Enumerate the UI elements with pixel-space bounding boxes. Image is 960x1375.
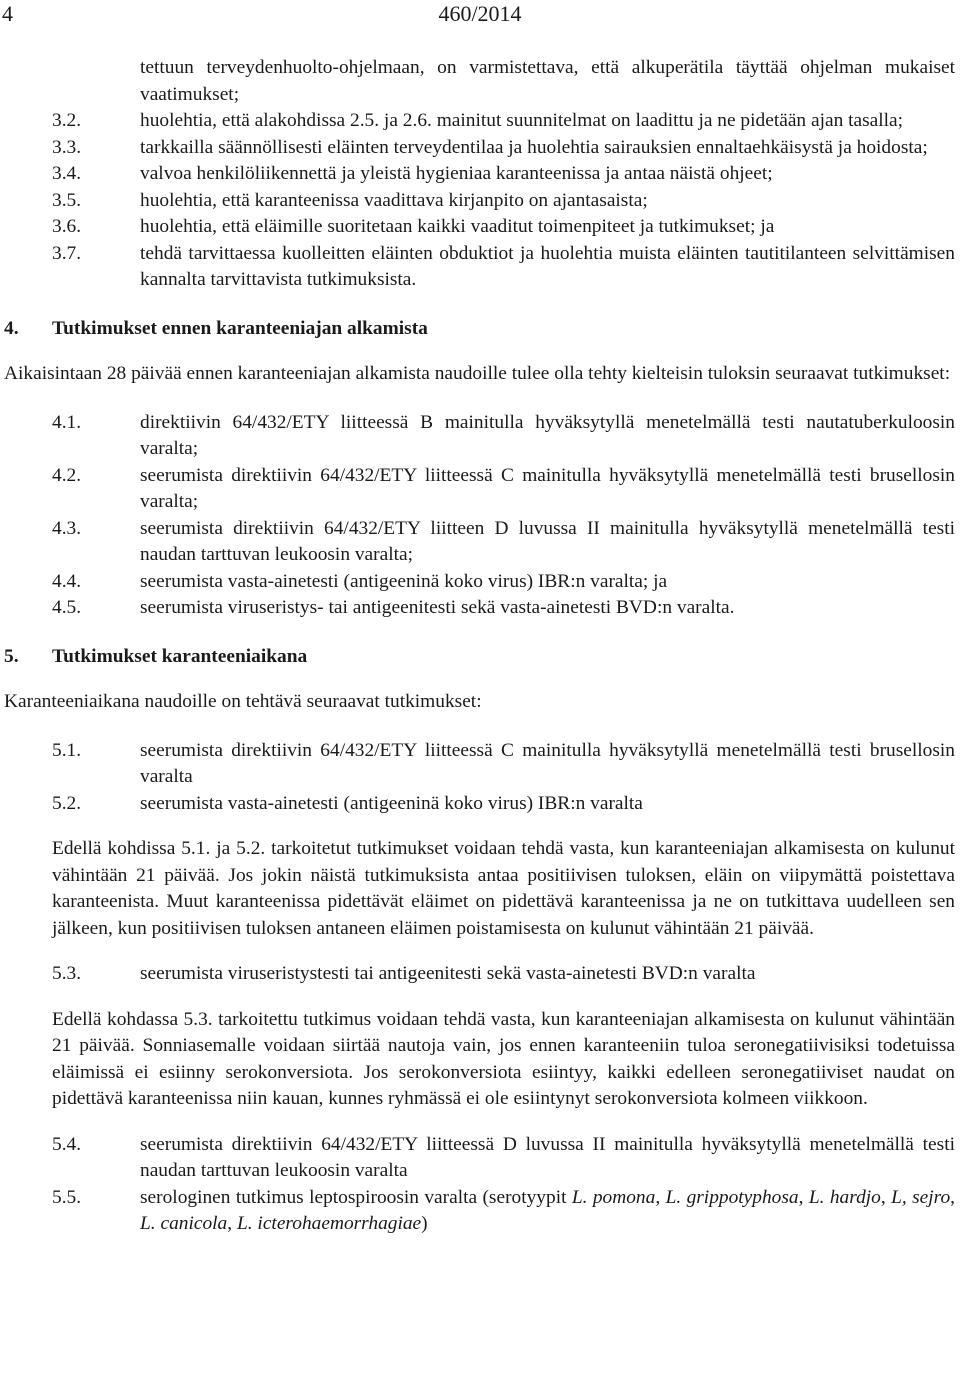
- species-name: L. grippotyphosa: [665, 1186, 799, 1208]
- list-item-text: seerumista direktiivin 64/432/ETY liitteessä D luvussa II mainitulla hyväksytyllä menetelmällä testi naudan tarttuvan leukoosin varalta: [140, 1133, 955, 1181]
- list-item-text: seerumista vasta-ainetesti (antigeeninä koko virus) IBR:n varalta: [140, 792, 643, 814]
- section-number: 5.: [4, 645, 19, 667]
- text-segment: ,: [880, 1186, 892, 1208]
- list-item-text: direktiivin 64/432/ETY liitteessä B mainitulla hyväksytyllä menetelmällä testi nautatuberkuloosin varalta;: [140, 411, 955, 459]
- list-item-number: 3.3.: [52, 136, 82, 158]
- section-5-list-b: [52, 1132, 955, 1238]
- list-item-text: valvoa henkilöliikennettä ja yleistä hygieniaa karanteenissa ja antaa näistä ohjeet;: [140, 163, 773, 184]
- list-item-3-7: [52, 241, 955, 294]
- species-name: L. hardjo: [808, 1186, 881, 1208]
- species-name: L. pomona: [571, 1186, 656, 1208]
- list-item-number: 4.4.: [52, 570, 82, 592]
- list-item-text: huolehtia, että alakohdissa 2.5. ja 2.6. mainitut suunnitelmat on laadittu ja ne pidetään ajan tasalla;: [140, 110, 904, 131]
- list-item-4-2: [52, 463, 955, 516]
- document-body: [4, 55, 956, 1238]
- list-item-3-4: [52, 161, 955, 188]
- note-5-1-5-2: Edellä kohdissa 5.1. ja 5.2. tarkoitetut tutkimukset voidaan tehdä vasta, kun karanteeniajan alkamisesta on kulunut vähintään 21 päivää. Jos jokin näistä tutkimuksista antaa positiivisen tuloksen, eläin on viipymättä poistettava karanteenista. Muut karanteenissa pidettävät eläimet on pidettävä karanteenissa ja ne on tutkittava uudelleen sen jälkeen, kun positiivisen tuloksen antaneen eläimen poistamisesta on kulunut vähintään 21 päivää.: [52, 838, 955, 939]
- list-item-number: 3.6.: [52, 216, 82, 237]
- list-item-4-5: [52, 595, 955, 622]
- list-item-number: 3.4.: [52, 163, 82, 184]
- list-item-number: 4.5.: [52, 597, 82, 618]
- list-item-number: 5.1.: [52, 739, 82, 761]
- list-item-5-5: [52, 1185, 955, 1238]
- section-4-list: [52, 410, 955, 622]
- list-item-5-3: [52, 961, 955, 988]
- list-item-number: 5.2.: [52, 792, 82, 814]
- section-title: Tutkimukset ennen karanteeniajan alkamista: [52, 317, 428, 339]
- list-item-4-3: [52, 516, 955, 569]
- text-segment: ,: [655, 1186, 666, 1208]
- species-name: L, sejro: [891, 1186, 951, 1208]
- list-item-text: huolehtia, että karanteenissa vaadittava kirjanpito on ajantasaista;: [140, 189, 648, 211]
- list-item-number: 5.4.: [52, 1133, 82, 1155]
- list-item-text: seerumista viruseristystesti tai antigeenitesti sekä vasta-ainetesti BVD:n varalta: [140, 963, 756, 984]
- list-item-text: tehdä tarvittaessa kuolleitten eläinten obduktiot ja huolehtia muista eläinten tautitilanteen selvittämisen kannalta tarvittavista tutkimuksista.: [140, 242, 955, 290]
- list-item-3-5: [52, 188, 955, 215]
- list-item-text: huolehtia, että eläimille suoritetaan kaikki vaaditut toimenpiteet ja tutkimukset; ja: [140, 216, 775, 237]
- list-item-4-1: [52, 410, 955, 463]
- list-item-number: 4.3.: [52, 517, 82, 539]
- text-segment: ): [421, 1213, 428, 1234]
- list-item-5-4: [52, 1132, 955, 1185]
- list-item-text: seerumista direktiivin 64/432/ETY liitteessä C mainitulla hyväksytyllä menetelmällä testi brusellosin varalta;: [140, 464, 955, 512]
- list-item-4-4: [52, 569, 955, 596]
- list-item-number: 5.5.: [52, 1186, 82, 1208]
- list-item-number: 3.7.: [52, 242, 82, 264]
- list-item-continuation: [52, 55, 955, 108]
- list-item-number: 4.2.: [52, 464, 82, 486]
- list-item-text: [140, 1185, 955, 1238]
- list-item-3-2: [52, 108, 955, 135]
- text-segment: ,: [227, 1213, 237, 1234]
- list-item-5-2: [52, 791, 955, 818]
- document-reference: 460/2014: [438, 1, 522, 26]
- list-item-number: 5.3.: [52, 963, 82, 984]
- note-5-3: Edellä kohdassa 5.3. tarkoitettu tutkimus voidaan tehdä vasta, kun karanteeniajan alkamisesta on kulunut vähintään 21 päivää. Sonniasemalle voidaan siirtää nautoja vain, jos ennen karanteeniin tuloa seronegatiivisiksi todetuissa eläimissä ei esiinny serokonversiota. Jos serokonversiota esiintyy, kaikki edelleen seronegatiiviset naudat on pidettävä karanteenissa niin kauan, kunnes ryhmässä ei ole esiintynyt serokonversiota kolmeen viikkoon.: [52, 1008, 955, 1109]
- list-item-text: seerumista direktiivin 64/432/ETY liitteessä C mainitulla hyväksytyllä menetelmällä testi brusellosin varalta: [140, 739, 955, 787]
- list-item-text: seerumista direktiivin 64/432/ETY liitteen D luvussa II mainitulla hyväksytyllä menetelmällä testi naudan tarttuvan leukoosin varalta;: [140, 517, 955, 565]
- section-4-intro: Aikaisintaan 28 päivää ennen karanteeniajan alkamista naudoille tulee olla tehty kielteisin tuloksin seuraavat tutkimukset:: [4, 363, 951, 384]
- section-heading-4: [4, 316, 955, 343]
- list-item-5-1: [52, 738, 955, 791]
- text-segment: ,: [950, 1186, 956, 1208]
- list-item-text: seerumista viruseristys- tai antigeenitesti sekä vasta-ainetesti BVD:n varalta.: [140, 597, 735, 618]
- section-number: 4.: [4, 317, 19, 339]
- list-item-text: tettuun terveydenhuolto-ohjelmaan, on varmistettava, että alkuperätila täyttää ohjelman mukaiset vaatimukset;: [140, 57, 955, 105]
- list-item-3-3: [52, 135, 955, 162]
- list-item-number: 3.5.: [52, 189, 82, 211]
- list-item-text: seerumista vasta-ainetesti (antigeeninä koko virus) IBR:n varalta; ja: [140, 570, 668, 592]
- text-segment: serologinen tutkimus leptospiroosin varalta (serotyypit: [140, 1186, 572, 1208]
- page-header: [0, 0, 960, 28]
- list-item-number: 4.1.: [52, 411, 82, 433]
- section-heading-5: [4, 644, 955, 671]
- section-title: Tutkimukset karanteeniaikana: [52, 645, 308, 667]
- species-name: L. canicola: [140, 1213, 228, 1234]
- list-item-3-6: [52, 214, 955, 241]
- text-segment: ,: [798, 1186, 809, 1208]
- section-5-intro: Karanteeniaikana naudoille on tehtävä seuraavat tutkimukset:: [4, 691, 482, 712]
- page-number: 4: [2, 1, 13, 26]
- list-item-number: 3.2.: [52, 110, 82, 131]
- list-item-text: tarkkailla säännöllisesti eläinten terveydentilaa ja huolehtia sairauksien ennaltaehkäisystä ja hoidosta;: [140, 136, 928, 158]
- section-5-list-a: [52, 738, 955, 818]
- species-name: L. icterohaemorrhagiae: [236, 1213, 422, 1234]
